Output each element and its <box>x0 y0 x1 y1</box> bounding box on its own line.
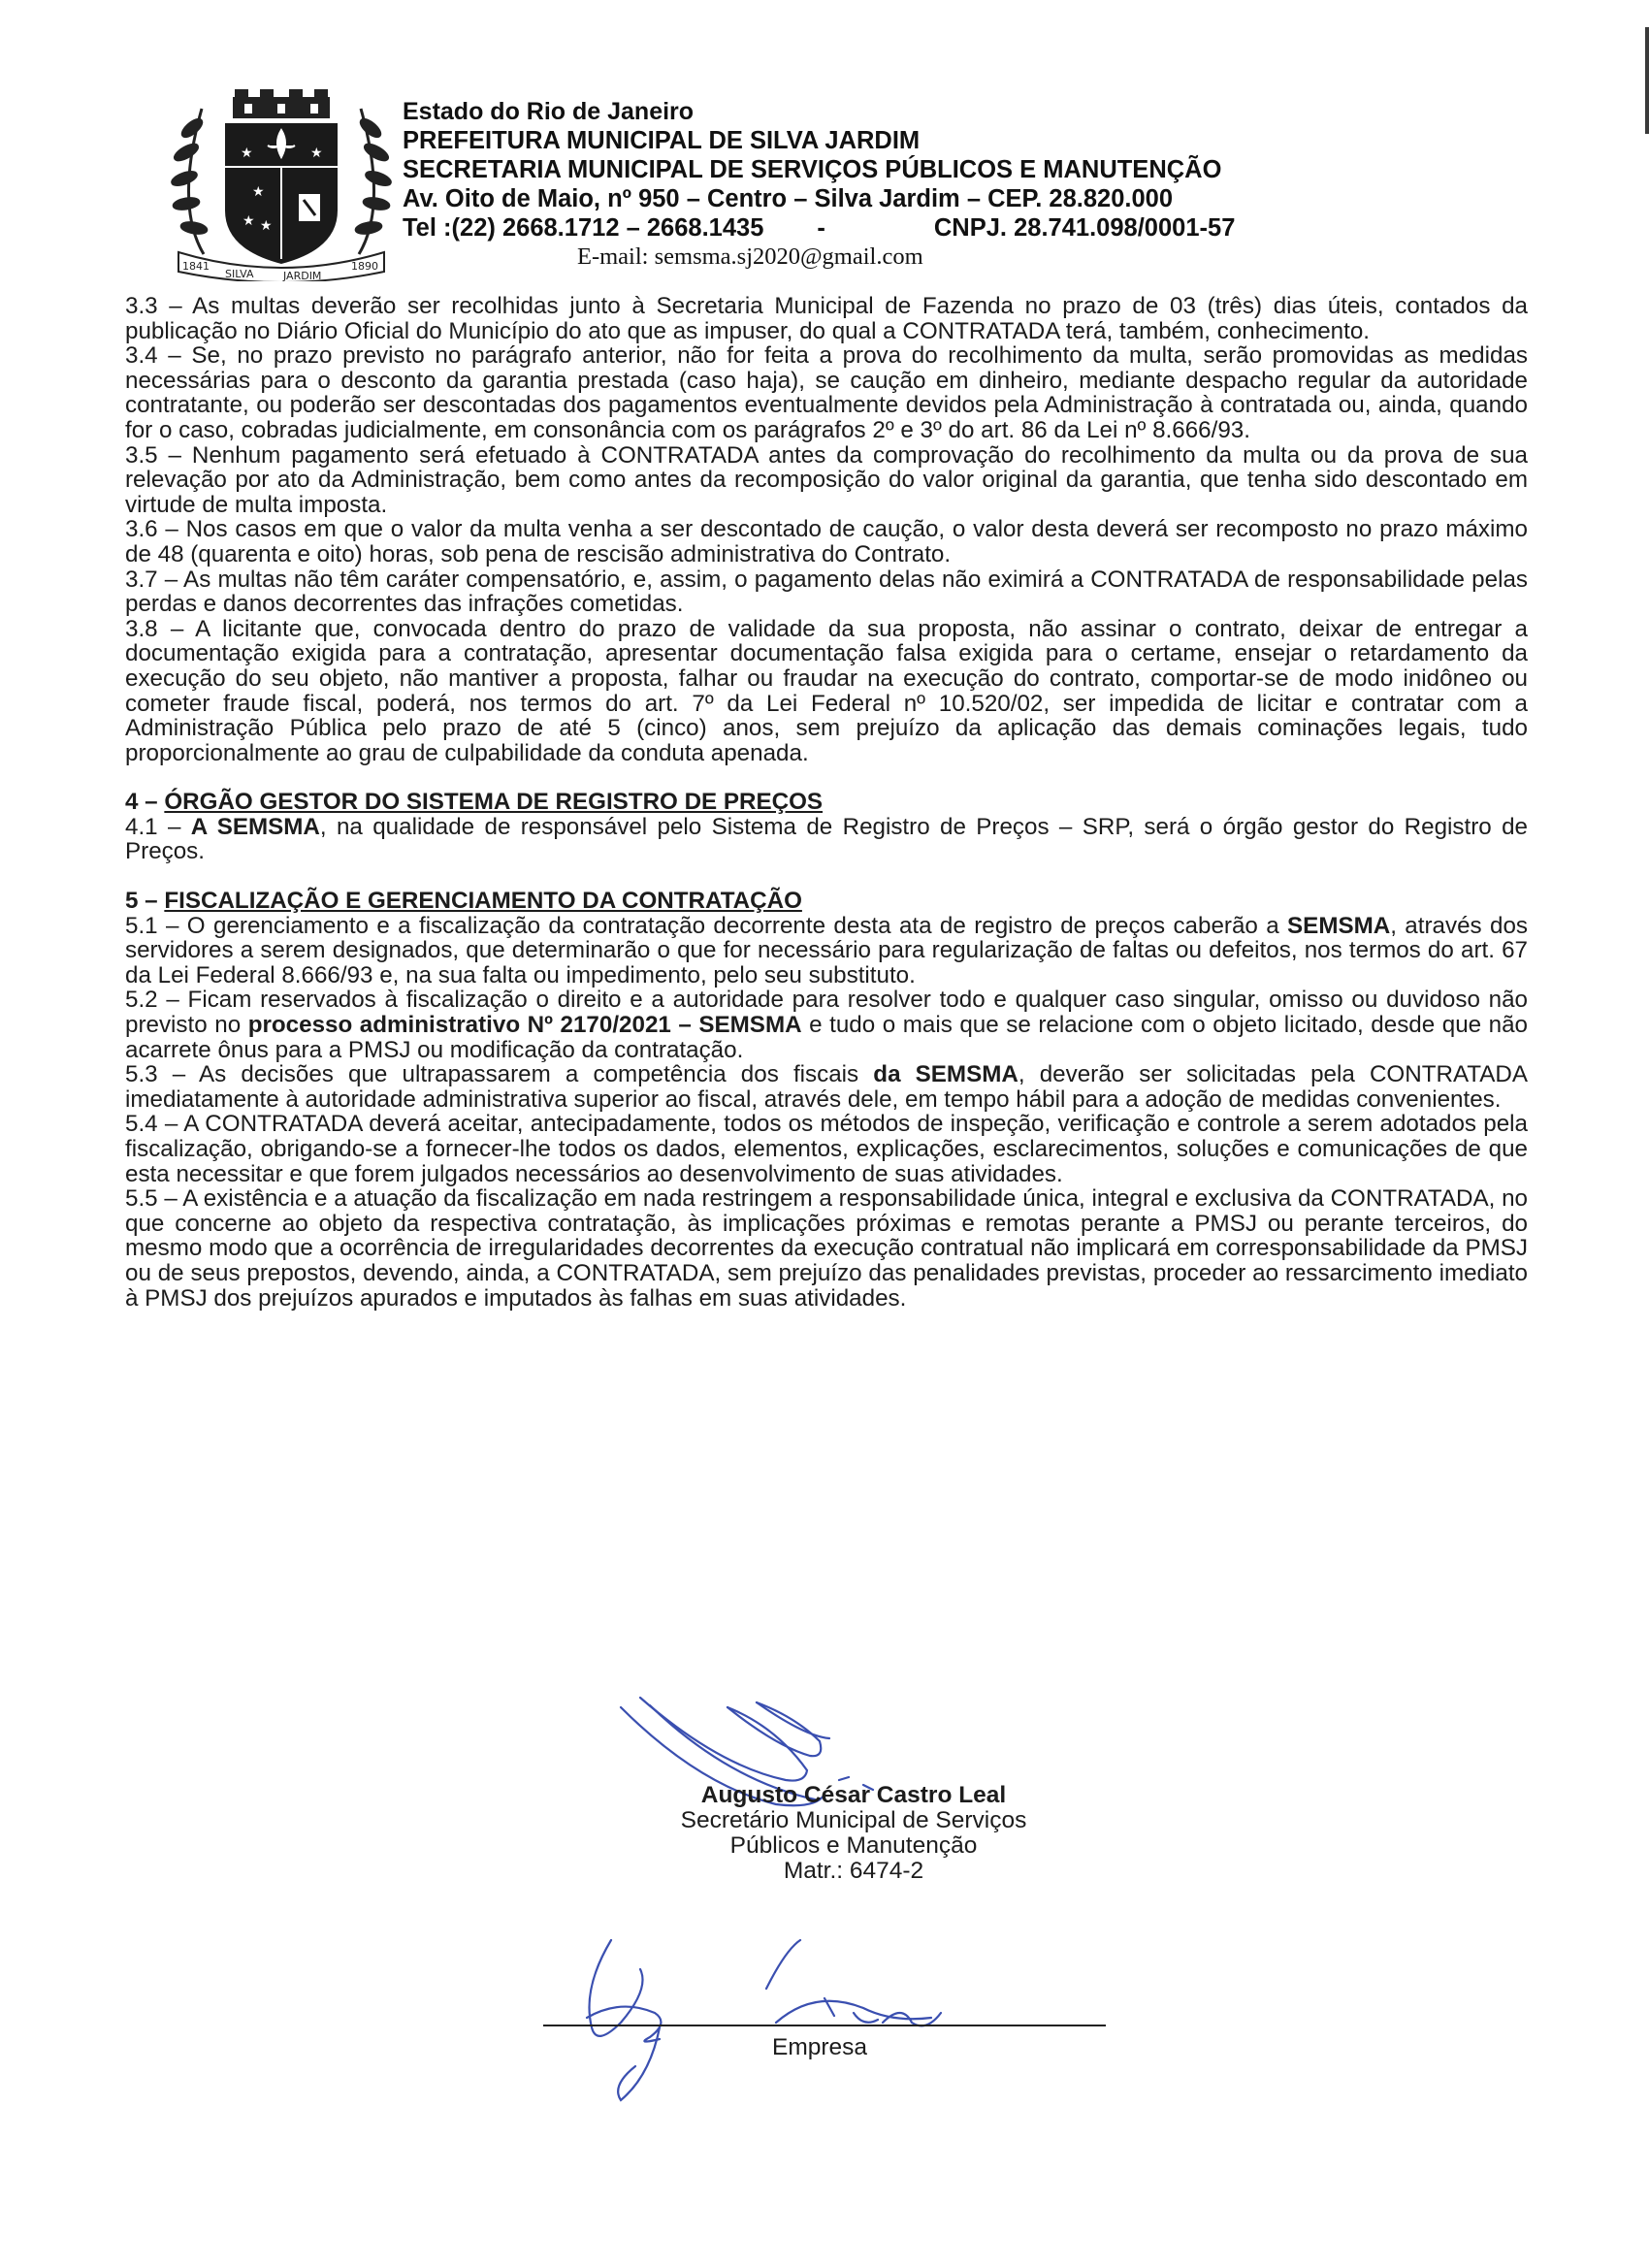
paragraph-5-2 <box>125 988 1528 1062</box>
paragraph-4-1 <box>125 815 1528 864</box>
paragraph-5-5: 5.5 – A existência e a atuação da fiscalização em nada restringem a responsabilidade única, integral e exclusiva da CONTRATADA, no que concerne ao objeto da respectiva contratação, às implicações próximas e remotas perante a PMSJ ou perante terceiros, do mesmo modo que a ocorrência de irregularidades decorrentes da execução contratual não implicará em corresponsabilidade da PMSJ ou de seus prepostos, devendo, ainda, a CONTRATADA, sem prejuízo das penalidades previstas, proceder ao ressarcimento imediato à PMSJ dos prejuízos apurados e imputados às falhas em suas atividades. <box>125 1185 1528 1312</box>
signatory-role-line-1: Secretário Municipal de Serviços <box>680 1807 1027 1833</box>
prefecture-name: PREFEITURA MUNICIPAL DE SILVA JARDIM <box>403 127 921 154</box>
paragraph-5-1 <box>125 914 1528 988</box>
paragraph-5-2-text-b: e tudo o mais que se relacione com o objeto licitado, desde que não acarrete ônus para a PMSJ ou modificação da contratação. <box>125 1012 1529 1063</box>
section-5-title: FISCALIZAÇÃO E GERENCIAMENTO DA CONTRATAÇÃO <box>164 888 802 915</box>
svg-text:JARDIM: JARDIM <box>283 270 322 281</box>
paragraph-5-4: 5.4 – A CONTRATADA deverá aceitar, antecipadamente, todos os métodos de inspeção, verificação e controle a serem adotados pela fiscalização, obrigando-se a fornecer-lhe todos os dados, elementos, explicações, esclarecimentos, soluções e comunicações de que esta necessitar e que forem julgados necessários ao desenvolvimento de suas atividades. <box>125 1111 1528 1187</box>
company-label: Empresa <box>772 2034 868 2060</box>
section-4-number: 4 – <box>125 789 165 816</box>
separator: - <box>817 214 825 242</box>
document-body <box>125 294 1528 1311</box>
paragraph-3-6: 3.6 – Nos casos em que o valor da multa venha a ser descontado de caução, o valor desta deverá ser recomposto no prazo máximo de 48 (quarenta e oito) horas, sob pena de rescisão administrativa do Contrato. <box>125 516 1528 567</box>
secretariat-name: SECRETARIA MUNICIPAL DE SERVIÇOS PÚBLICOS E MANUTENÇÃO <box>403 156 1222 183</box>
svg-text:1841: 1841 <box>182 260 210 273</box>
municipal-crest-logo <box>165 89 398 281</box>
paragraph-5-3-text-a: 5.3 – As decisões que ultrapassarem a competência dos fiscais <box>125 1061 874 1088</box>
section-5-number: 5 – <box>125 888 165 915</box>
svg-text:★: ★ <box>310 146 323 161</box>
signatory-role-line-2: Públicos e Manutenção <box>729 1832 978 1859</box>
paragraph-5-3 <box>125 1062 1528 1112</box>
paragraph-4-1-bold: A SEMSMA <box>190 813 320 840</box>
phone-numbers: Tel :(22) 2668.1712 – 2668.1435 <box>403 214 764 242</box>
svg-text:★: ★ <box>241 146 253 161</box>
paragraph-5-3-bold: da SEMSMA <box>873 1061 1018 1088</box>
paragraph-5-1-text-a: 5.1 – O gerenciamento e a fiscalização da contratação decorrente desta ata de registro de preços caberão a <box>125 912 1288 939</box>
paragraph-3-5: 3.5 – Nenhum pagamento será efetuado à CONTRATADA antes da comprovação do recolhimento da multa ou da prova de sua relevação por ato da Administração, bem como antes da recomposição do valor original da garantia, que tenha sido descontado em virtude de multa imposta. <box>125 441 1528 518</box>
signatory-name: Augusto César Castro Leal <box>700 1782 1007 1808</box>
signatory-registration: Matr.: 6474-2 <box>783 1858 924 1884</box>
secretary-signature-block <box>601 1783 1106 1884</box>
section-4-title: ÓRGÃO GESTOR DO SISTEMA DE REGISTRO DE PREÇOS <box>164 789 824 816</box>
email: E-mail: semsma.sj2020@gmail.com <box>577 243 923 270</box>
cnpj: CNPJ. 28.741.098/0001-57 <box>933 214 1236 242</box>
company-signature-ink <box>543 1930 989 2124</box>
paragraph-5-2-text-a: 5.2 – Ficam reservados à fiscalização o direito e a autoridade para resolver todo e qualquer caso singular, omisso ou duvidoso não previsto no <box>125 987 1528 1039</box>
scan-edge-mark <box>1645 27 1649 134</box>
section-5-heading <box>125 889 1528 914</box>
paragraph-3-3: 3.3 – As multas deverão ser recolhidas junto à Secretaria Municipal de Fazenda no prazo de 03 (três) dias úteis, contados da publicação no Diário Oficial do Município do ato que as impuser, do qual a CONTRATADA terá, também, conhecimento. <box>125 293 1528 344</box>
svg-text:SILVA: SILVA <box>225 268 254 280</box>
company-signature-line <box>543 2025 1106 2026</box>
paragraph-4-1-text: , na qualidade de responsável pelo Sistema de Registro de Preços – SRP, será o órgão gestor do Registro de Preços. <box>125 813 1528 865</box>
svg-text:★: ★ <box>242 213 255 229</box>
paragraph-3-8: 3.8 – A licitante que, convocada dentro do prazo de validade da sua proposta, não assinar o contrato, deixar de entregar a documentação exigida para a contratação, apresentar documentação falsa exigida para o certame, ensejar o retardamento da execução do seu objeto, não mantiver a proposta, falhar ou fraudar na execução do contrato, comportar-se de modo inidôneo ou cometer fraude fiscal, poderá, nos termos do art. 7º da Lei Federal nº 10.520/02, ser impedida de licitar e contratar com a Administração Pública pelo prazo de até 5 (cinco) anos, sem prejuízo da aplicação das demais cominações legais, tudo proporcionalmente ao grau de culpabilidade da conduta apenada. <box>125 615 1528 766</box>
address: Av. Oito de Maio, nº 950 – Centro – Silva Jardim – CEP. 28.820.000 <box>403 185 1174 212</box>
paragraph-5-1-text-b: , através dos servidores a serem designados, que determinarão o que for necessário para regularização de faltas ou defeitos, nos termos do art. 67 da Lei Federal 8.666/93 e, na sua falta ou impedimento, pelo seu substituto. <box>125 912 1528 988</box>
state-name: Estado do Rio de Janeiro <box>403 98 695 125</box>
paragraph-3-4: 3.4 – Se, no prazo previsto no parágrafo anterior, não for feita a prova do recolhimento da multa, serão promovidas as medidas necessárias para o desconto da garantia prestada (caso haja), se caução em dinheiro, mediante despacho regular da autoridade contratante, ou poderão ser descontadas dos pagamentos eventualmente devidos pela Administração à contratada ou, ainda, quando for o caso, cobradas judicialmente, em consonância com os parágrafos 2º e 3º do art. 86 da Lei nº 8.666/93. <box>125 342 1528 443</box>
paragraph-5-3-text-b: , deverão ser solicitadas pela CONTRATADA imediatamente à autoridade administrativa superior ao fiscal, através dele, em tempo hábil para a adoção de medidas convenientes. <box>125 1061 1529 1113</box>
letterhead <box>165 89 1504 293</box>
paragraph-3-7: 3.7 – As multas não têm caráter compensatório, e, assim, o pagamento delas não eximirá a CONTRATADA de responsabilidade pelas perdas e danos decorrentes das infrações cometidas. <box>125 566 1528 618</box>
paragraph-5-1-bold: SEMSMA <box>1287 912 1391 939</box>
letterhead-text <box>403 97 1235 272</box>
paragraph-5-2-bold: processo administrativo Nº 2170/2021 – SEMSMA <box>247 1012 802 1039</box>
svg-text:1890: 1890 <box>351 260 378 273</box>
svg-text:★: ★ <box>252 184 265 200</box>
svg-text:★: ★ <box>260 218 273 234</box>
paragraph-4-1-number: 4.1 – <box>125 813 191 840</box>
section-4-heading <box>125 790 1528 815</box>
